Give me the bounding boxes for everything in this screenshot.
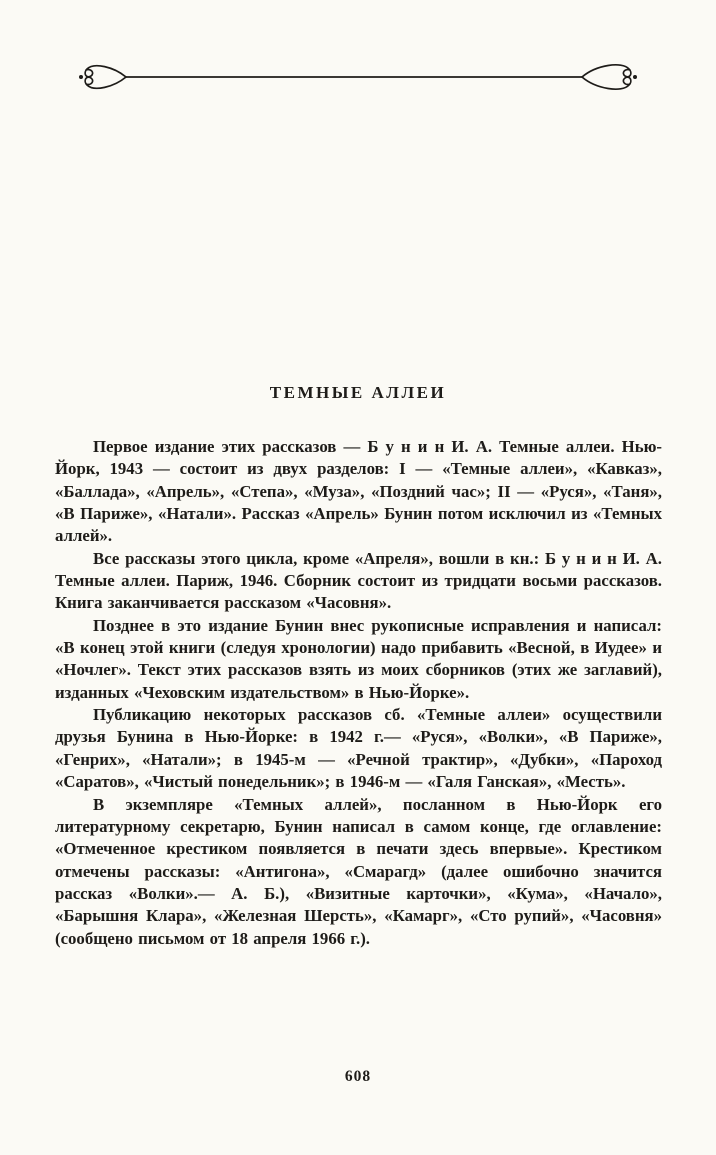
- paragraph-3: Позднее в это издание Бунин внес рукописные исправления и написал: «В конец этой книги (следуя хронологии) надо прибавить «Весной, в Иудее» и «Ночлег». Текст этих рассказов взять из моих сборников (этих же заглавий), изданных «Чеховским издательством» в Нью-Йорке».: [55, 615, 662, 702]
- paragraph-4: Публикацию некоторых рассказов сб. «Темные аллеи» осуществили друзья Бунина в Нью-Йорке: в 1942 г.— «Руся», «Волки», «В Париже», «Генрих», «Натали»; в 1945-м — «Речной трактир», «Дубки», «Пароход «Саратов», «Чистый понедельник»; в 1946-м — «Галя Ганская», «Месть».: [55, 705, 662, 792]
- paragraph-5: В экземпляре «Темных аллей», посланном в Нью-Йорк его литературному секретарю, Бунин написал в самом конце, где оглавление: «Отмеченное крестиком появляется в печати здесь впервые». Крестиком отмечены рассказы: «Антигона», «Смарагд» (далее ошибочно значится рассказ «Волки».— А. Б.), «Визитные карточки», «Кума», «Начало», «Барышня Клара», «Железная Шерсть», «Камарг», «Сто рупий», «Часовня» (сообщено письмом от 18 апреля 1966 г.).: [55, 794, 662, 948]
- paragraph-2: Все рассказы этого цикла, кроме «Апреля», вошли в кн.: Б у н и н И. А. Темные аллеи. Париж, 1946. Сборник состоит из тридцати восьми рассказов. Книга заканчивается рассказом «Часовня».: [55, 548, 662, 613]
- text-block: [55, 436, 662, 950]
- paragraph-1: Первое издание этих рассказов — Б у н и н И. А. Темные аллеи. Нью-Йорк, 1943 — состоит из двух разделов: I — «Темные аллеи», «Кавказ», «Баллада», «Апрель», «Степа», «Муза», «Поздний час»; II — «Руся», «Таня», «В Париже», «Натали». Рассказ «Апрель» Бунин потом исключил из «Темных аллей».: [55, 437, 662, 546]
- page-number: 608: [344, 1068, 372, 1085]
- page-title: ТЕМНЫЕ АЛЛЕИ: [269, 383, 447, 402]
- header-ornament-rule-icon: [76, 60, 640, 94]
